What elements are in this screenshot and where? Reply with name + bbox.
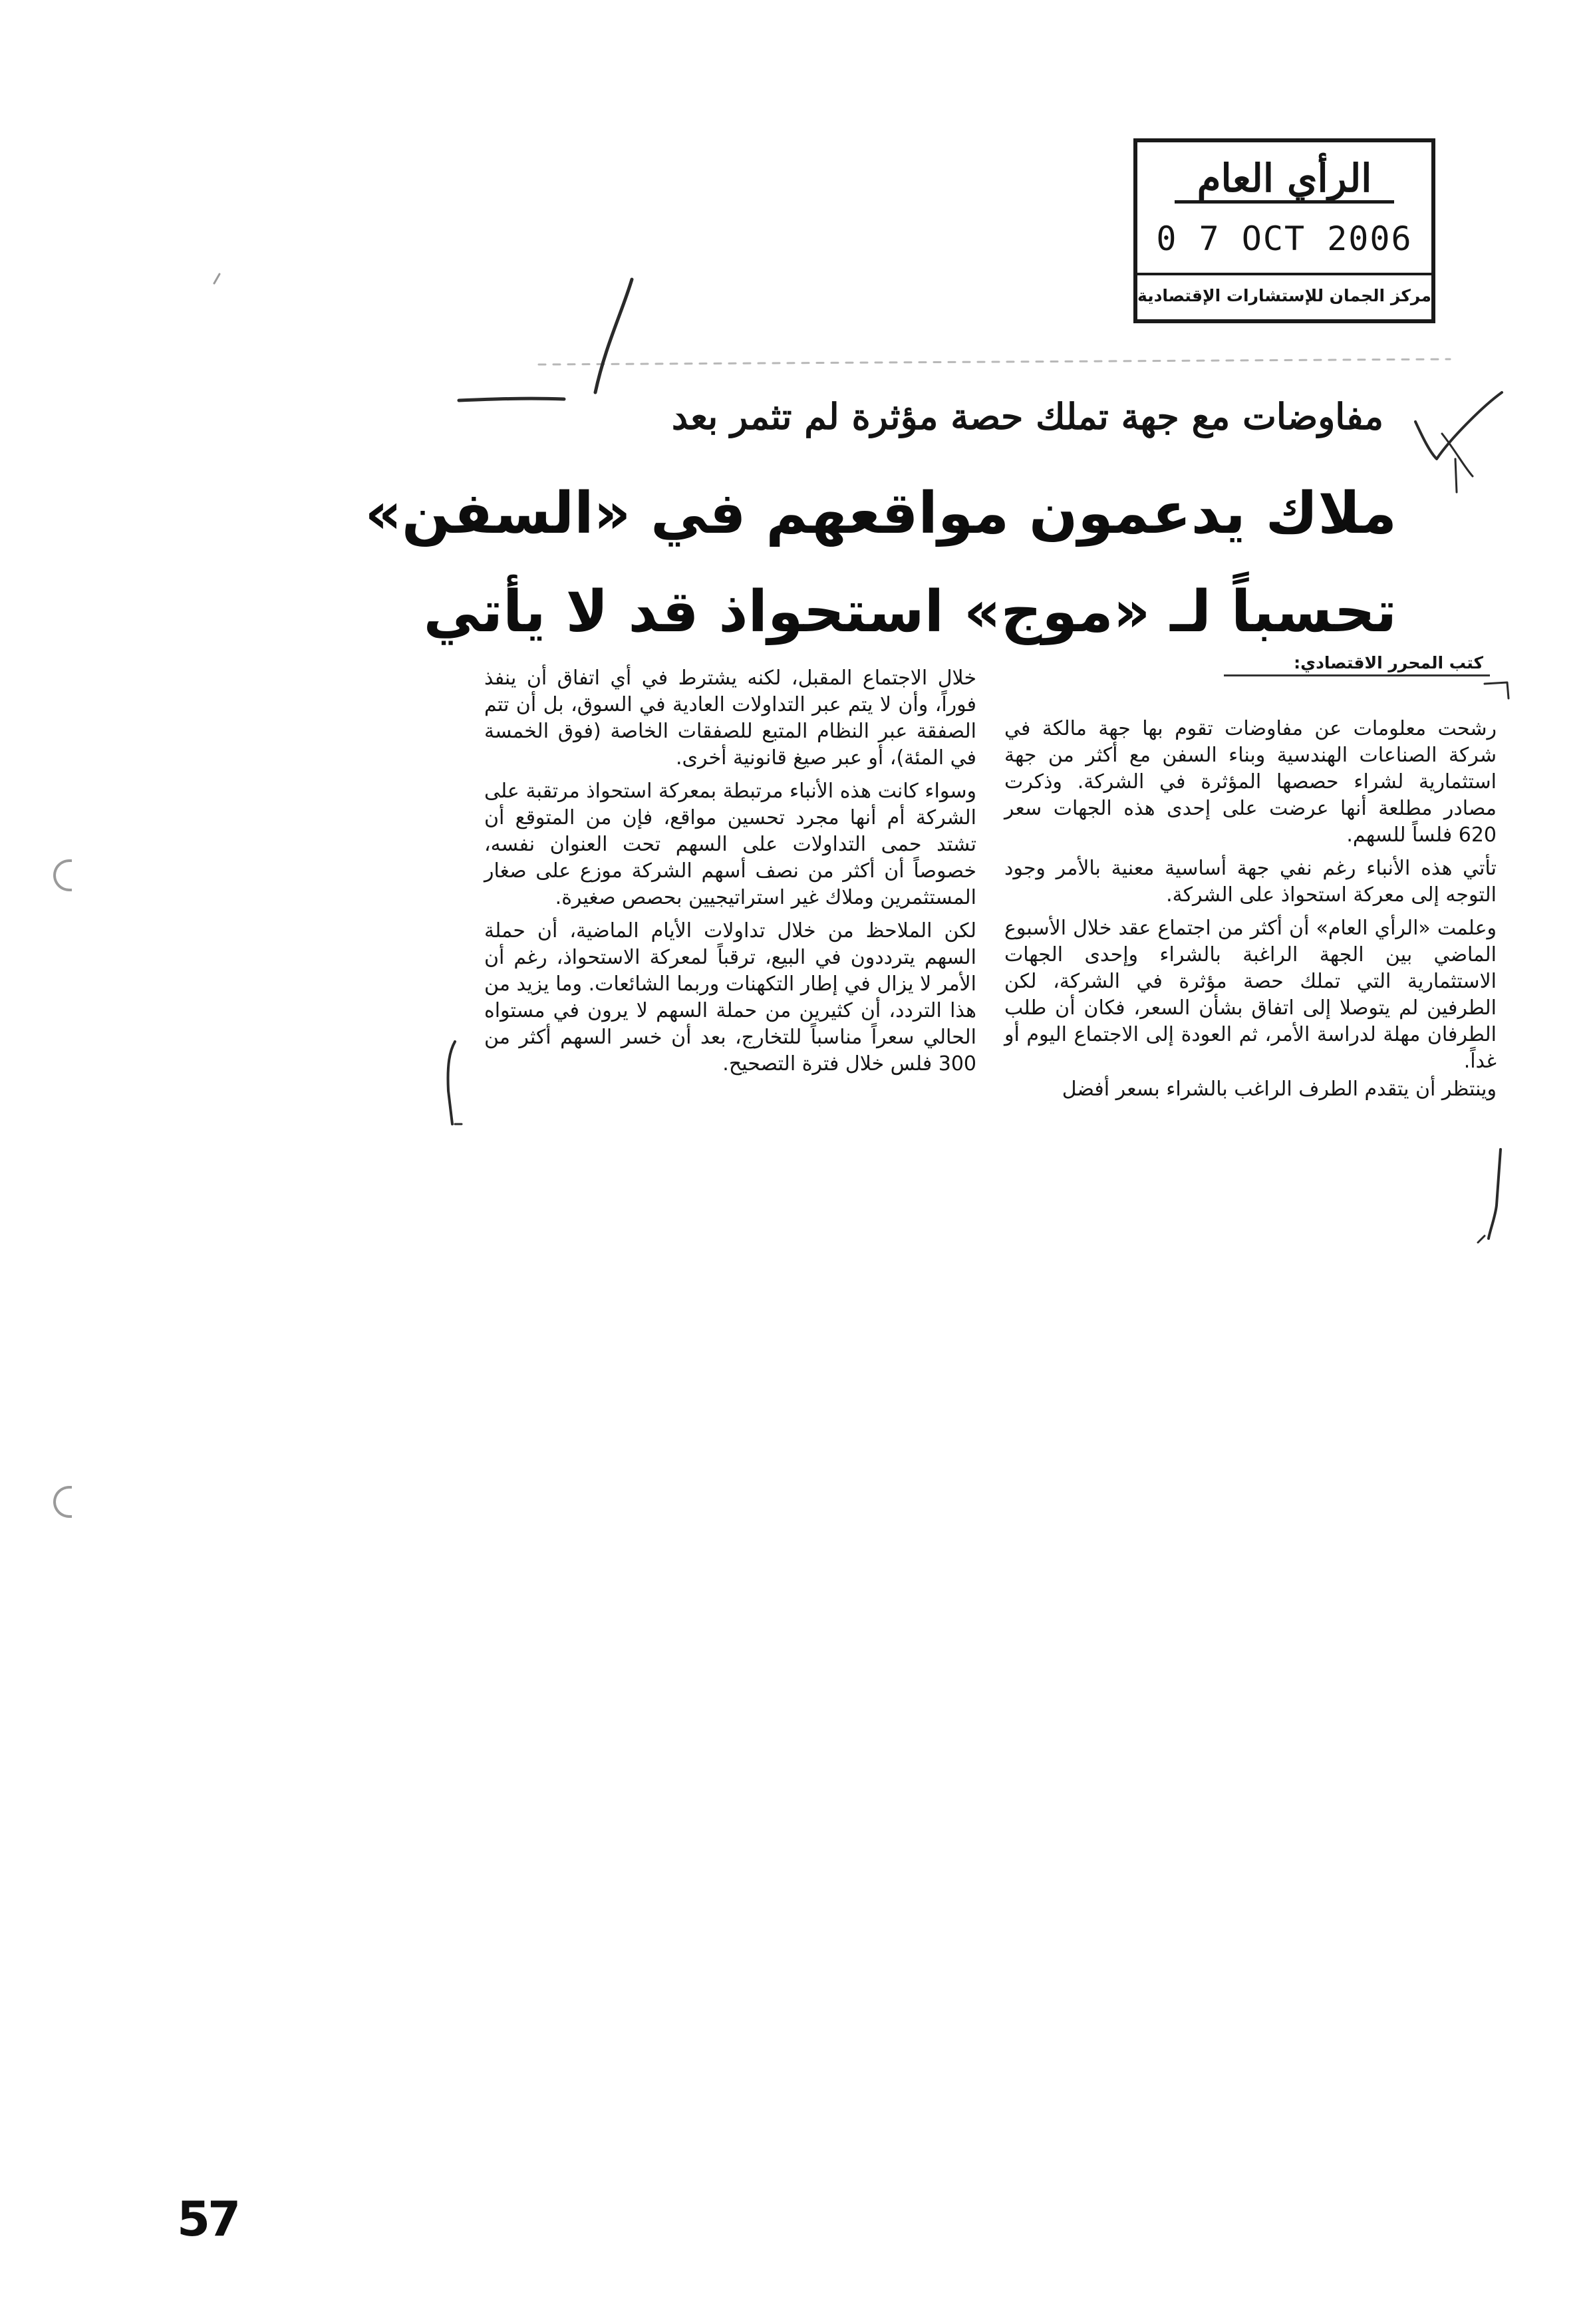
paragraph: رشحت معلومات عن مفاوضات تقوم بها جهة مالكة في شركة الصناعات الهندسية وبناء السفن مع أكثر من جهة استثمارية لشراء حصصها المؤثرة في الشركة. وذكرت مصادر مطلعة أنها عرضت على إحدى هذه الجهات سعر 620 فلساً للسهم.	[1004, 717, 1497, 847]
paragraph: خلال الاجتماع المقبل، لكنه يشترط في أي اتفاق أن ينفذ فوراً، وأن لا يتم عبر التداولات العادية في السوق، بل أن تتم الصفقة عبر النظام المتبع للصفقات الخاصة (فوق الخمسة في المئة)، أو عبر صيغ قانونية أخرى.	[484, 666, 976, 770]
page-number: 57	[177, 2191, 239, 2247]
headline-line-2: تحسباً لـ «موج» استحواذ قد لا يأتي	[423, 579, 1397, 645]
paragraph: وسواء كانت هذه الأنباء مرتبطة بمعركة استحواذ مرتقبة على الشركة أم أنها مجرد تحسين مواقع، فإن من المتوقع أن تشتد حمى التداولات على السهم تحت العنوان نفسه، خصوصاً أن أكثر من نصف أسهم الشركة موزع على صغار المستثمرين وملاك غير استراتيجيين بحصص صغيرة.	[484, 780, 976, 909]
paragraph: وينتظر أن يتقدم الطرف الراغب بالشراء بسعر أفضل	[1062, 1078, 1497, 1101]
article-column-left	[484, 665, 976, 1079]
newspaper-stamp	[1133, 138, 1435, 323]
stamp-date: 0 7 OCT 2006	[1156, 219, 1413, 258]
paragraph: لكن الملاحظ من خلال تداولات الأيام الماضية، أن حملة السهم يترددون في البيع، ترقباً لمعركة الاستحواذ، رغم أن الأمر لا يزال في إطار التكهنات وربما الشائعات. وما يزيد من هذا التردد، أن كثيرين من حملة السهم لا يرون في مستواه الحالي سعراً مناسباً للتخارج، بعد أن خسر السهم أكثر من 300 فلس خلال فترة التصحيح.	[484, 919, 976, 1076]
headline-line-1: ملاك يدعمون مواقعهم في «السفن»	[364, 480, 1397, 547]
paragraph: تأتي هذه الأنباء رغم نفي جهة أساسية معنية بالأمر وجود التوجه إلى معركة استحواذ على الشركة.	[1004, 857, 1497, 907]
article-kicker: مفاوضات مع جهة تملك حصة مؤثرة لم تثمر بعد	[671, 395, 1383, 438]
article-byline: كتب المحرر الاقتصادي:	[1294, 653, 1483, 672]
punch-hole-bottom	[53, 1486, 72, 1518]
punch-hole-top	[53, 859, 72, 891]
stamp-footer: مركز الجمان للإستشارات الإقتصادية	[1137, 273, 1431, 319]
stamp-logo: الرأي العام	[1137, 150, 1431, 206]
paragraph: وعلمت «الرأي العام» أن أكثر من اجتماع عقد خلال الأسبوع الماضي بين الجهة الراغبة بالشراء وإحدى الجهات الاستثمارية التي تملك حصة مؤثرة في الشركة، لكن الطرفين لم يتوصلا إلى اتفاق بشأن السعر، فكان أن طلب الطرفان مهلة لدراسة الأمر، ثم العودة إلى الاجتماع اليوم أو غداً.	[1004, 917, 1497, 1073]
article-column-right	[1004, 716, 1497, 1104]
byline-rule	[1224, 674, 1490, 676]
